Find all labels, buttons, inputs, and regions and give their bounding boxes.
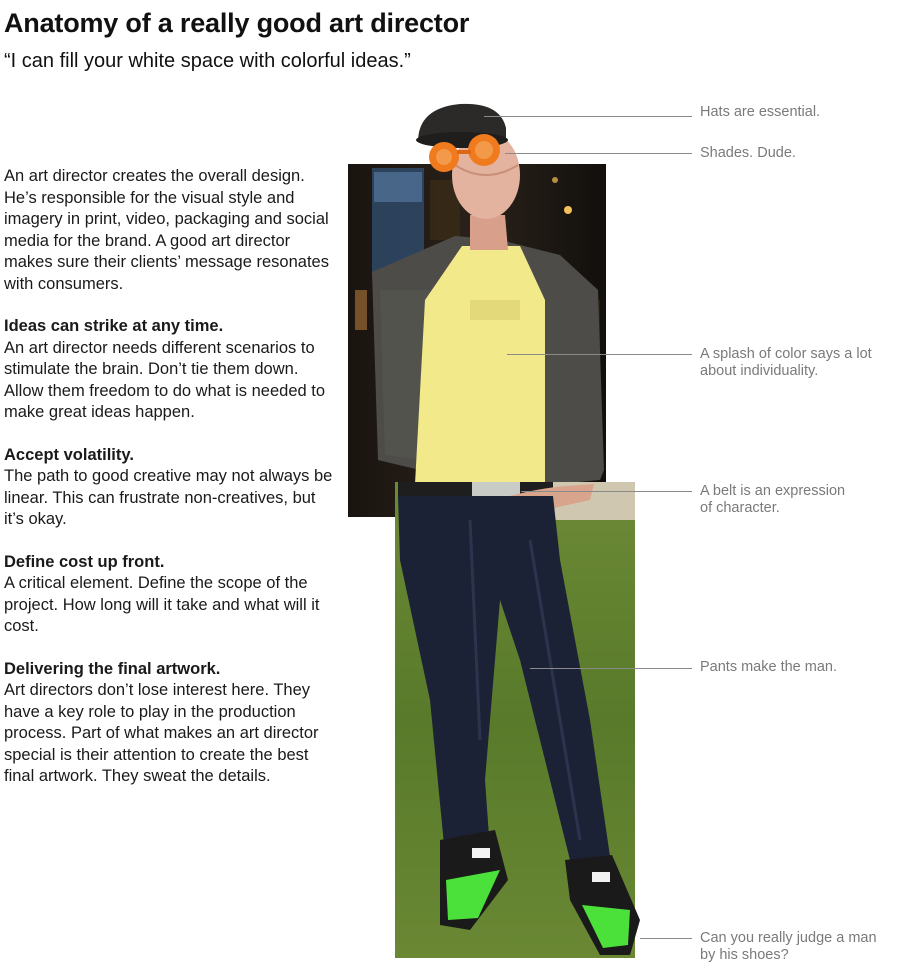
leader-line-shoes xyxy=(640,938,692,939)
section-heading: Accept volatility. xyxy=(4,445,134,464)
section-heading: Ideas can strike at any time. xyxy=(4,317,224,335)
callout-belt: A belt is an expression of character. xyxy=(700,483,846,516)
callout-shoes: Can you really judge a man by his shoes? xyxy=(700,930,877,963)
callout-shades: Shades. Dude. xyxy=(700,145,796,161)
section-heading: Delivering the final artwork. xyxy=(4,659,221,678)
leader-line-shades xyxy=(505,153,692,154)
callout-hat: Hats are essential. xyxy=(700,104,821,120)
callout-shirt: A splash of color says a lot about individuality. xyxy=(700,346,872,379)
section-text: A critical element. Define the scope of the project. How long will it take and what will it cost. xyxy=(4,574,320,635)
section-text: Art directors don’t lose interest here. They have a key role to play in the production process. Part of what makes an art director special is their attention to create the best final artwork. They sweat the details. xyxy=(4,681,319,785)
upper-photo xyxy=(348,131,606,517)
section-text: An art director needs different scenarios to stimulate the brain. Don’t tie them down. Allow them freedom to do what is needed to make great ideas happen. xyxy=(4,338,326,421)
leader-line-belt xyxy=(521,491,692,492)
intro-paragraph: An art director creates the overall design. He’s responsible for the visual style and imagery in print, video, packaging and social media for the brand. A good art director makes sure their clients’ message resonates with consumers. xyxy=(4,167,329,293)
section-heading: Define cost up front. xyxy=(4,552,165,571)
page-subtitle: “I can fill your white space with colorful ideas.” xyxy=(4,50,411,72)
leader-line-shirt xyxy=(507,354,692,355)
page-title: Anatomy of a really good art director xyxy=(4,8,470,38)
lower-photo xyxy=(395,482,640,958)
section-text: The path to good creative may not always be linear. This can frustrate non-creatives, but it’s okay. xyxy=(4,467,333,528)
leader-line-pants xyxy=(530,668,692,669)
leader-line-hat xyxy=(484,116,692,117)
callout-pants: Pants make the man. xyxy=(700,659,838,675)
